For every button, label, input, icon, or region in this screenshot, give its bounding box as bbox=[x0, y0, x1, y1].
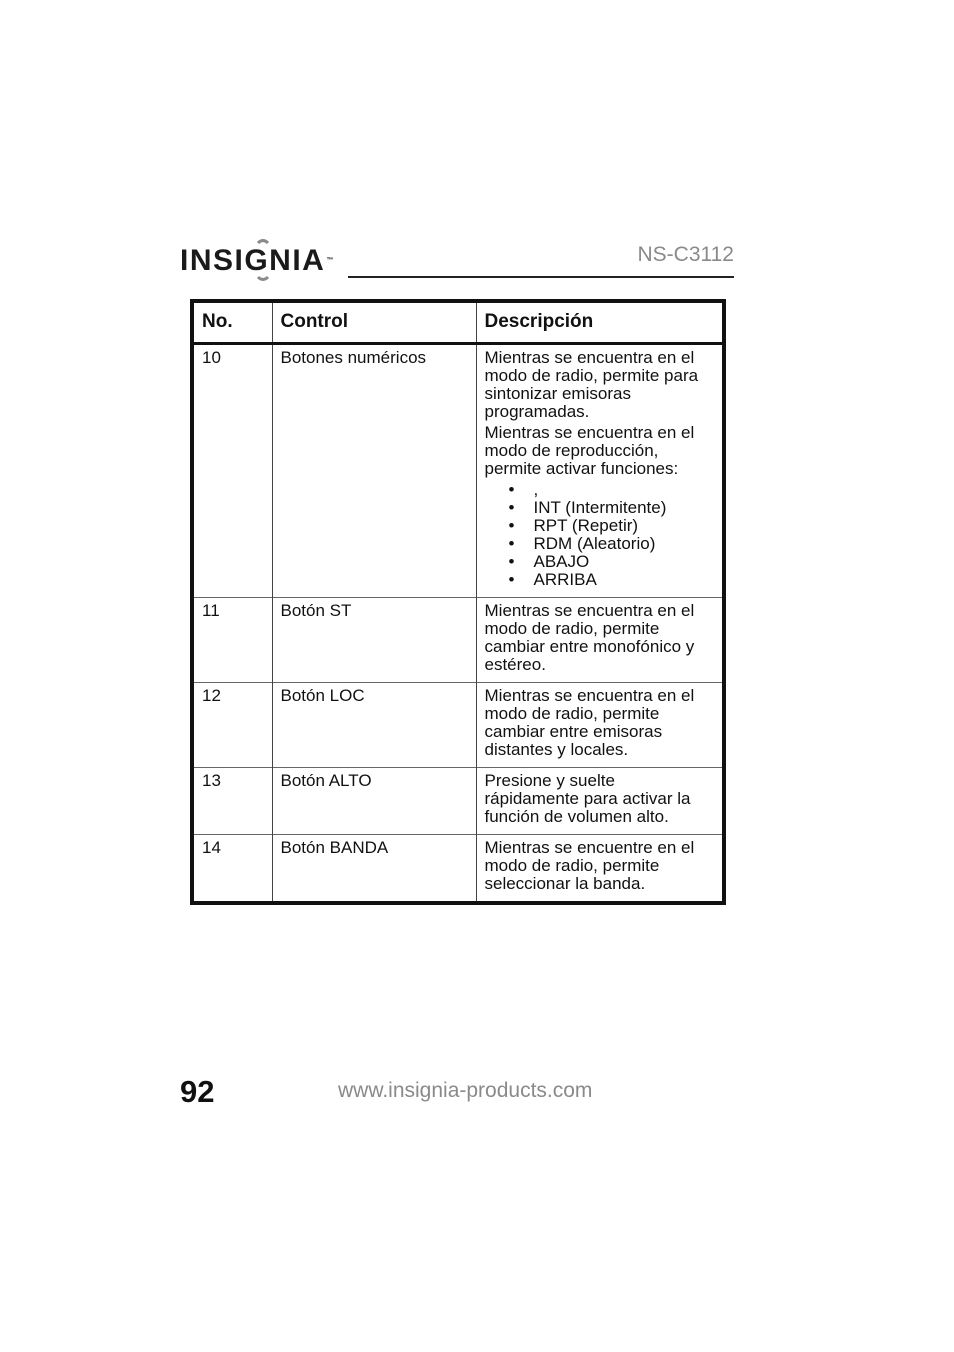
list-item-text: ARRIBA bbox=[533, 570, 597, 589]
row-number: 10 bbox=[192, 344, 272, 598]
row-description bbox=[476, 768, 724, 835]
table-row bbox=[192, 598, 724, 683]
row-number: 13 bbox=[192, 768, 272, 835]
table-row bbox=[192, 683, 724, 768]
column-header-no: No. bbox=[192, 301, 272, 344]
row-control: Botones numéricos bbox=[272, 344, 476, 598]
list-item bbox=[509, 481, 715, 499]
list-item-text: RPT (Repetir) bbox=[533, 516, 639, 535]
table-row bbox=[192, 835, 724, 904]
function-list bbox=[485, 481, 715, 589]
bullet-icon: • bbox=[508, 516, 515, 535]
logo-text: INSIGNIA bbox=[180, 244, 326, 277]
row-number: 12 bbox=[192, 683, 272, 768]
controls-table bbox=[190, 299, 726, 905]
row-description bbox=[476, 598, 724, 683]
table-row bbox=[192, 344, 724, 598]
row-control: Botón LOC bbox=[272, 683, 476, 768]
description-paragraph: Mientras se encuentra en el modo de radio, permite cambiar entre monofónico y estéreo. bbox=[484, 601, 695, 674]
list-item bbox=[509, 517, 715, 535]
list-item-text: INT (Intermitente) bbox=[533, 498, 667, 517]
bullet-icon: • bbox=[508, 498, 515, 517]
logo-swoosh-icon bbox=[255, 238, 271, 282]
row-description bbox=[476, 344, 724, 598]
model-number: NS-C3112 bbox=[637, 243, 734, 266]
logo-trademark: ™ bbox=[326, 257, 334, 264]
list-item bbox=[509, 535, 715, 553]
row-control: Botón BANDA bbox=[272, 835, 476, 904]
page-number: 92 bbox=[180, 1074, 215, 1109]
row-number: 14 bbox=[192, 835, 272, 904]
list-item bbox=[509, 499, 715, 517]
table-row bbox=[192, 768, 724, 835]
list-item-text: , bbox=[533, 480, 539, 499]
row-description bbox=[476, 835, 724, 904]
list-item-text: ABAJO bbox=[533, 552, 590, 571]
description-paragraph: Mientras se encuentra en el modo de reproducción, permite activar funciones: bbox=[484, 423, 695, 478]
website-url: www.insignia-products.com bbox=[338, 1079, 593, 1102]
bullet-icon: • bbox=[508, 552, 515, 571]
description-paragraph: Presione y suelte rápidamente para activar la función de volumen alto. bbox=[484, 771, 691, 826]
header-rule bbox=[348, 276, 734, 278]
bullet-icon: • bbox=[508, 570, 515, 589]
page-header bbox=[180, 238, 734, 282]
row-number: 11 bbox=[192, 598, 272, 683]
description-paragraph: Mientras se encuentra en el modo de radio, permite para sintonizar emisoras programadas. bbox=[484, 348, 699, 421]
column-header-control: Control bbox=[272, 301, 476, 344]
table-header-row bbox=[192, 301, 724, 344]
list-item bbox=[509, 553, 715, 571]
description-paragraph: Mientras se encuentra en el modo de radio, permite cambiar entre emisoras distantes y locales. bbox=[484, 686, 695, 759]
row-description bbox=[476, 683, 724, 768]
row-control: Botón ST bbox=[272, 598, 476, 683]
bullet-icon: • bbox=[508, 534, 515, 553]
column-header-description: Descripción bbox=[476, 301, 724, 344]
row-control: Botón ALTO bbox=[272, 768, 476, 835]
bullet-icon: • bbox=[508, 480, 515, 499]
list-item bbox=[509, 571, 715, 589]
list-item-text: RDM (Aleatorio) bbox=[533, 534, 656, 553]
description-paragraph: Mientras se encuentre en el modo de radio, permite seleccionar la banda. bbox=[484, 838, 695, 893]
